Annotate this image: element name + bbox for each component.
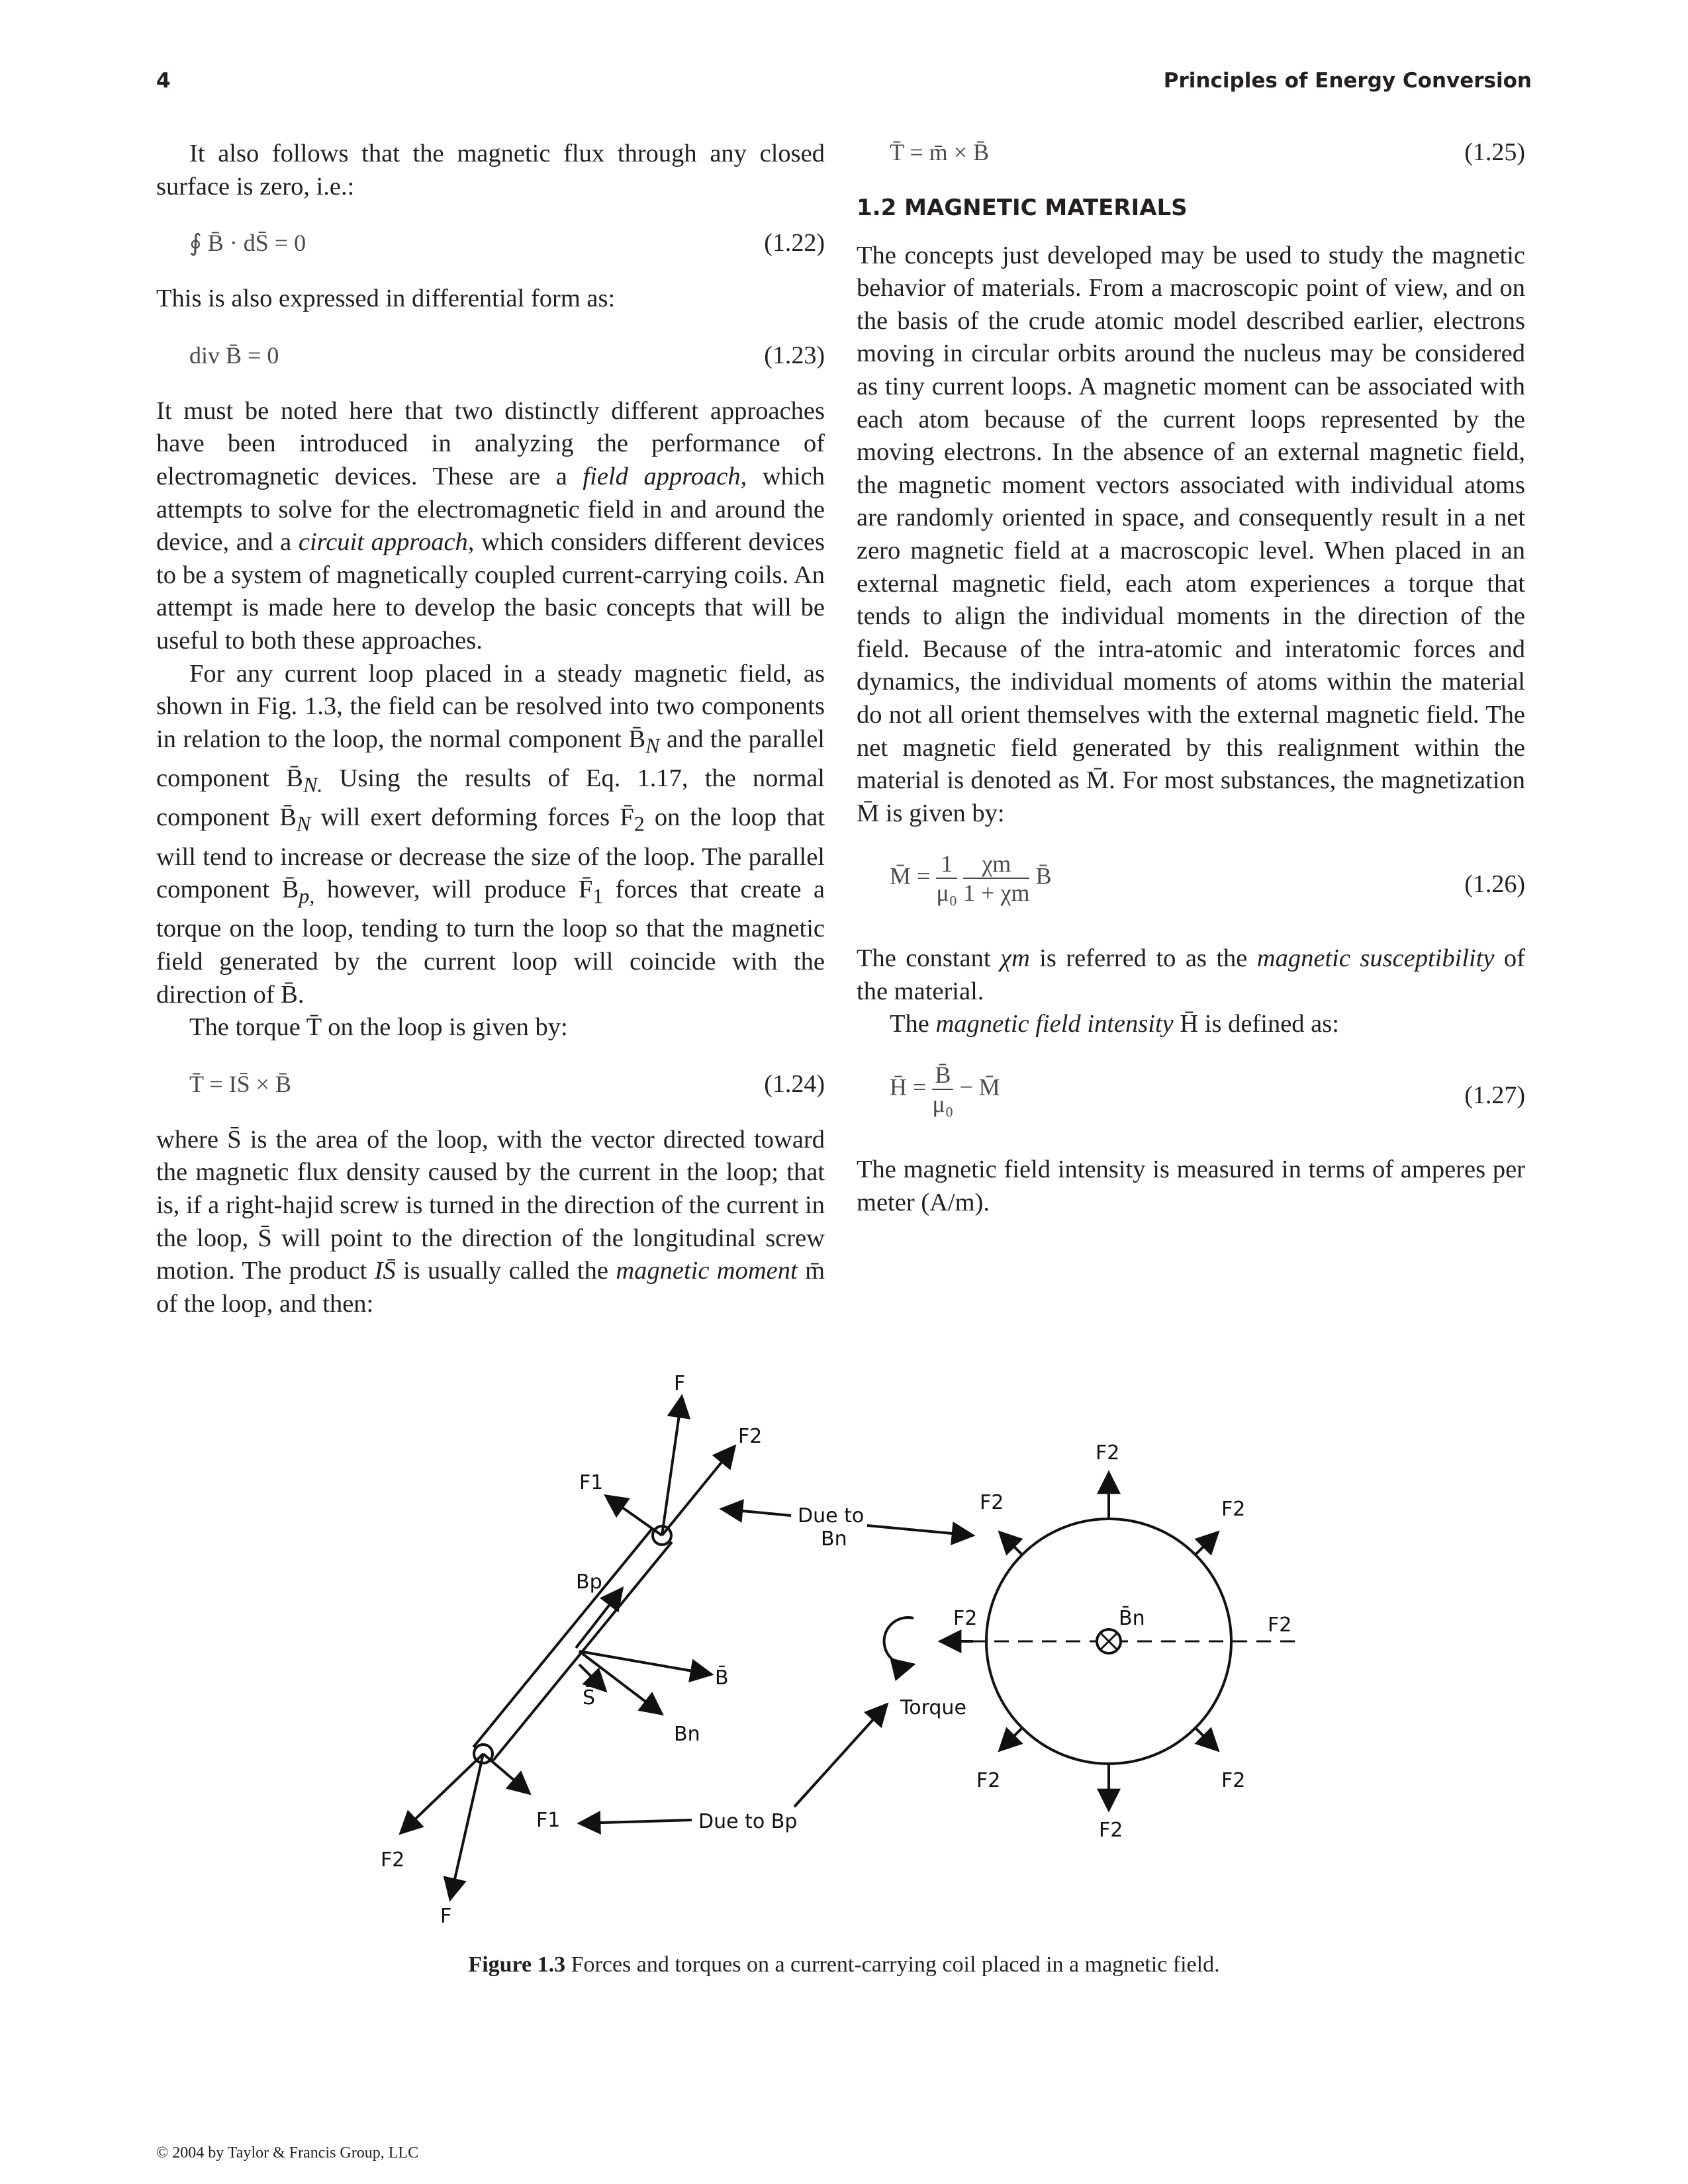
figure-1-3	[331, 1357, 1390, 1933]
label-f2: F2	[976, 1769, 1001, 1792]
annotation-arrow	[722, 1509, 791, 1516]
torque-curl	[884, 1617, 914, 1665]
right-column	[857, 132, 1525, 1219]
paragraph: The concepts just developed may be used to study the magnetic behavior of materials. From a macroscopic point of view, and on the basis of the crude atomic model described earlier, electrons moving in circular orbits around the nucleus may be considered as tiny current loops. A magnetic moment can be associated with each atom because of the current loops represented by the moving electrons. In the absence of an external magnetic field, the magnetic moment vectors associated with individual atoms are randomly oriented in space, and consequently result in a net zero magnetic field at a macroscopic level. When placed in an external magnetic field, each atom experiences a torque that tends to align the individual moments in the direction of the field. Because of the intra-atomic and interatomic forces and dynamics, the individual moments of atoms within the material do not all orient themselves with the external magnetic field. The net magnetic field generated by this realignment within the material is denoted as M̄. For most substances, the magnetization M̄ is given by:	[857, 241, 1526, 827]
page-number: 4	[156, 69, 171, 93]
label-f1: F1	[579, 1471, 604, 1494]
figure-caption: Figure 1.3 Forces and torques on a current-carrying coil placed in a magnetic field.	[468, 1952, 1220, 1977]
paragraph: The magnetic field intensity is measured in terms of amperes per meter (A/m).	[857, 1156, 1525, 1216]
paragraph: It also follows that the magnetic flux through any closed surface is zero, i.e.:	[156, 140, 825, 201]
paragraph: The constant χm is referred to as the magnetic susceptibility of the material.	[857, 944, 1525, 1005]
equation-number: (1.27)	[1464, 1081, 1525, 1110]
equation-number: (1.23)	[764, 341, 825, 369]
left-column	[156, 138, 825, 1320]
label-f2: F2	[953, 1607, 978, 1630]
equation-expr: H̄ = $\frac{B̄}{\text{μ₀}}$ − M̄	[890, 1062, 1000, 1118]
f2-arrow	[1196, 1532, 1218, 1555]
coil-edge	[473, 1529, 652, 1747]
b-arrow	[579, 1651, 712, 1674]
label-s: S̄	[583, 1686, 596, 1709]
equation-expr: div B̄ = 0	[189, 341, 279, 369]
label-f2: F2	[1221, 1498, 1246, 1521]
paragraph: The magnetic field intensity H̄ is defined as:	[890, 1010, 1339, 1038]
label-f2: F2	[738, 1425, 763, 1448]
label-bp: Bp	[576, 1570, 602, 1594]
equation-1-26	[857, 850, 1525, 923]
force-arrow	[400, 1754, 483, 1833]
f2-arrow	[1000, 1728, 1022, 1751]
equation-1-22	[156, 223, 825, 263]
f2-arrow	[1196, 1728, 1218, 1751]
force-arrow	[606, 1496, 662, 1535]
label-due-to-bp: Due to Bp	[698, 1810, 798, 1833]
annotation-arrow	[867, 1525, 973, 1535]
paragraph: where S̄ is the area of the loop, with the vector directed toward the magnetic flux density caused by the current in the loop; that is, if a right-hajid screw is turned in the direction of the current in the loop, S̄ will point to the direction of the longitudinal screw motion. The product IS̄ is usually called the magnetic moment m̄ of the loop, and then:	[156, 1125, 825, 1318]
equation-number: (1.22)	[764, 229, 825, 257]
label-f2: F2	[1099, 1819, 1123, 1842]
label-f2: F2	[1096, 1441, 1120, 1465]
annotation-arrow	[794, 1704, 887, 1807]
bp-arrow	[576, 1588, 622, 1648]
equation-1-27	[857, 1061, 1525, 1134]
equation-expr: ∮ B̄ · dS̄ = 0	[189, 230, 306, 257]
equation-expr: T̄ = IS̄ × B̄	[189, 1070, 291, 1097]
equation-1-24	[156, 1064, 825, 1104]
label-b: B̄	[715, 1666, 729, 1690]
equation-number: (1.25)	[1464, 138, 1525, 166]
equation-expr: M̄ = $\frac{1}{\text{μ₀}}$ $\frac{\chi m}{1 + \chi m}$ B̄	[890, 850, 1052, 907]
label-f2: F2	[381, 1848, 405, 1872]
paragraph: For any current loop placed in a steady magnetic field, as shown in Fig. 1.3, the field can be resolved into two components in relation to the loop, the normal component $B̄_N$ and the parallel component $B̄_{N.}$ Using the results of Eq. 1.17, the normal component $B̄_N$ will exert deforming forces $F̄_2$ on the loop that will tend to increase or decrease the size of the loop. The parallel component $B̄_{p,}$ however, will produce $F̄_1$ forces that create a torque on the loop, tending to turn the loop so that the magnetic field generated by the current loop will coincide with the direction of B̄.	[156, 659, 825, 1009]
force-arrow	[483, 1754, 530, 1794]
equation-number: (1.26)	[1464, 870, 1525, 899]
equation-expr: T̄ = m̄ × B̄	[890, 139, 989, 165]
label-torque: Torque	[900, 1696, 966, 1719]
label-f: F	[674, 1372, 686, 1395]
label-f1: F1	[536, 1809, 561, 1832]
label-bn: Bn	[821, 1527, 847, 1551]
equation-1-25	[857, 132, 1525, 172]
label-f2: F2	[980, 1491, 1004, 1514]
label-f: F	[440, 1905, 452, 1928]
annotation-arrow	[579, 1820, 692, 1823]
label-due-to: Due to	[798, 1504, 865, 1527]
label-bn: Bn	[674, 1723, 700, 1746]
copyright-footer: © 2004 by Taylor & Francis Group, LLC	[156, 2144, 419, 2161]
paragraph: The torque T̄ on the loop is given by:	[189, 1013, 568, 1042]
paragraph: This is also expressed in differential form as:	[156, 285, 616, 313]
equation-number: (1.24)	[764, 1069, 825, 1098]
section-heading: 1.2 MAGNETIC MATERIALS	[857, 195, 1188, 221]
label-f2: F2	[1268, 1614, 1292, 1637]
running-title: Principles of Energy Conversion	[1163, 69, 1532, 93]
equation-1-23	[156, 336, 825, 375]
label-f2: F2	[1221, 1769, 1246, 1792]
label-bn: B̄n	[1119, 1607, 1145, 1630]
force-arrow	[450, 1754, 483, 1899]
f2-arrow	[1000, 1532, 1022, 1555]
paragraph: It must be noted here that two distinctly different approaches have been introduced in analyzing the performance of electromagnetic devices. These are a field approach, which attempts to solve for the electromagnetic field in and around the device, and a circuit approach, which considers different devices to be a system of magnetically coupled current-carrying coils. An attempt is made here to develop the basic concepts that will be useful to both these approaches.	[156, 396, 825, 655]
